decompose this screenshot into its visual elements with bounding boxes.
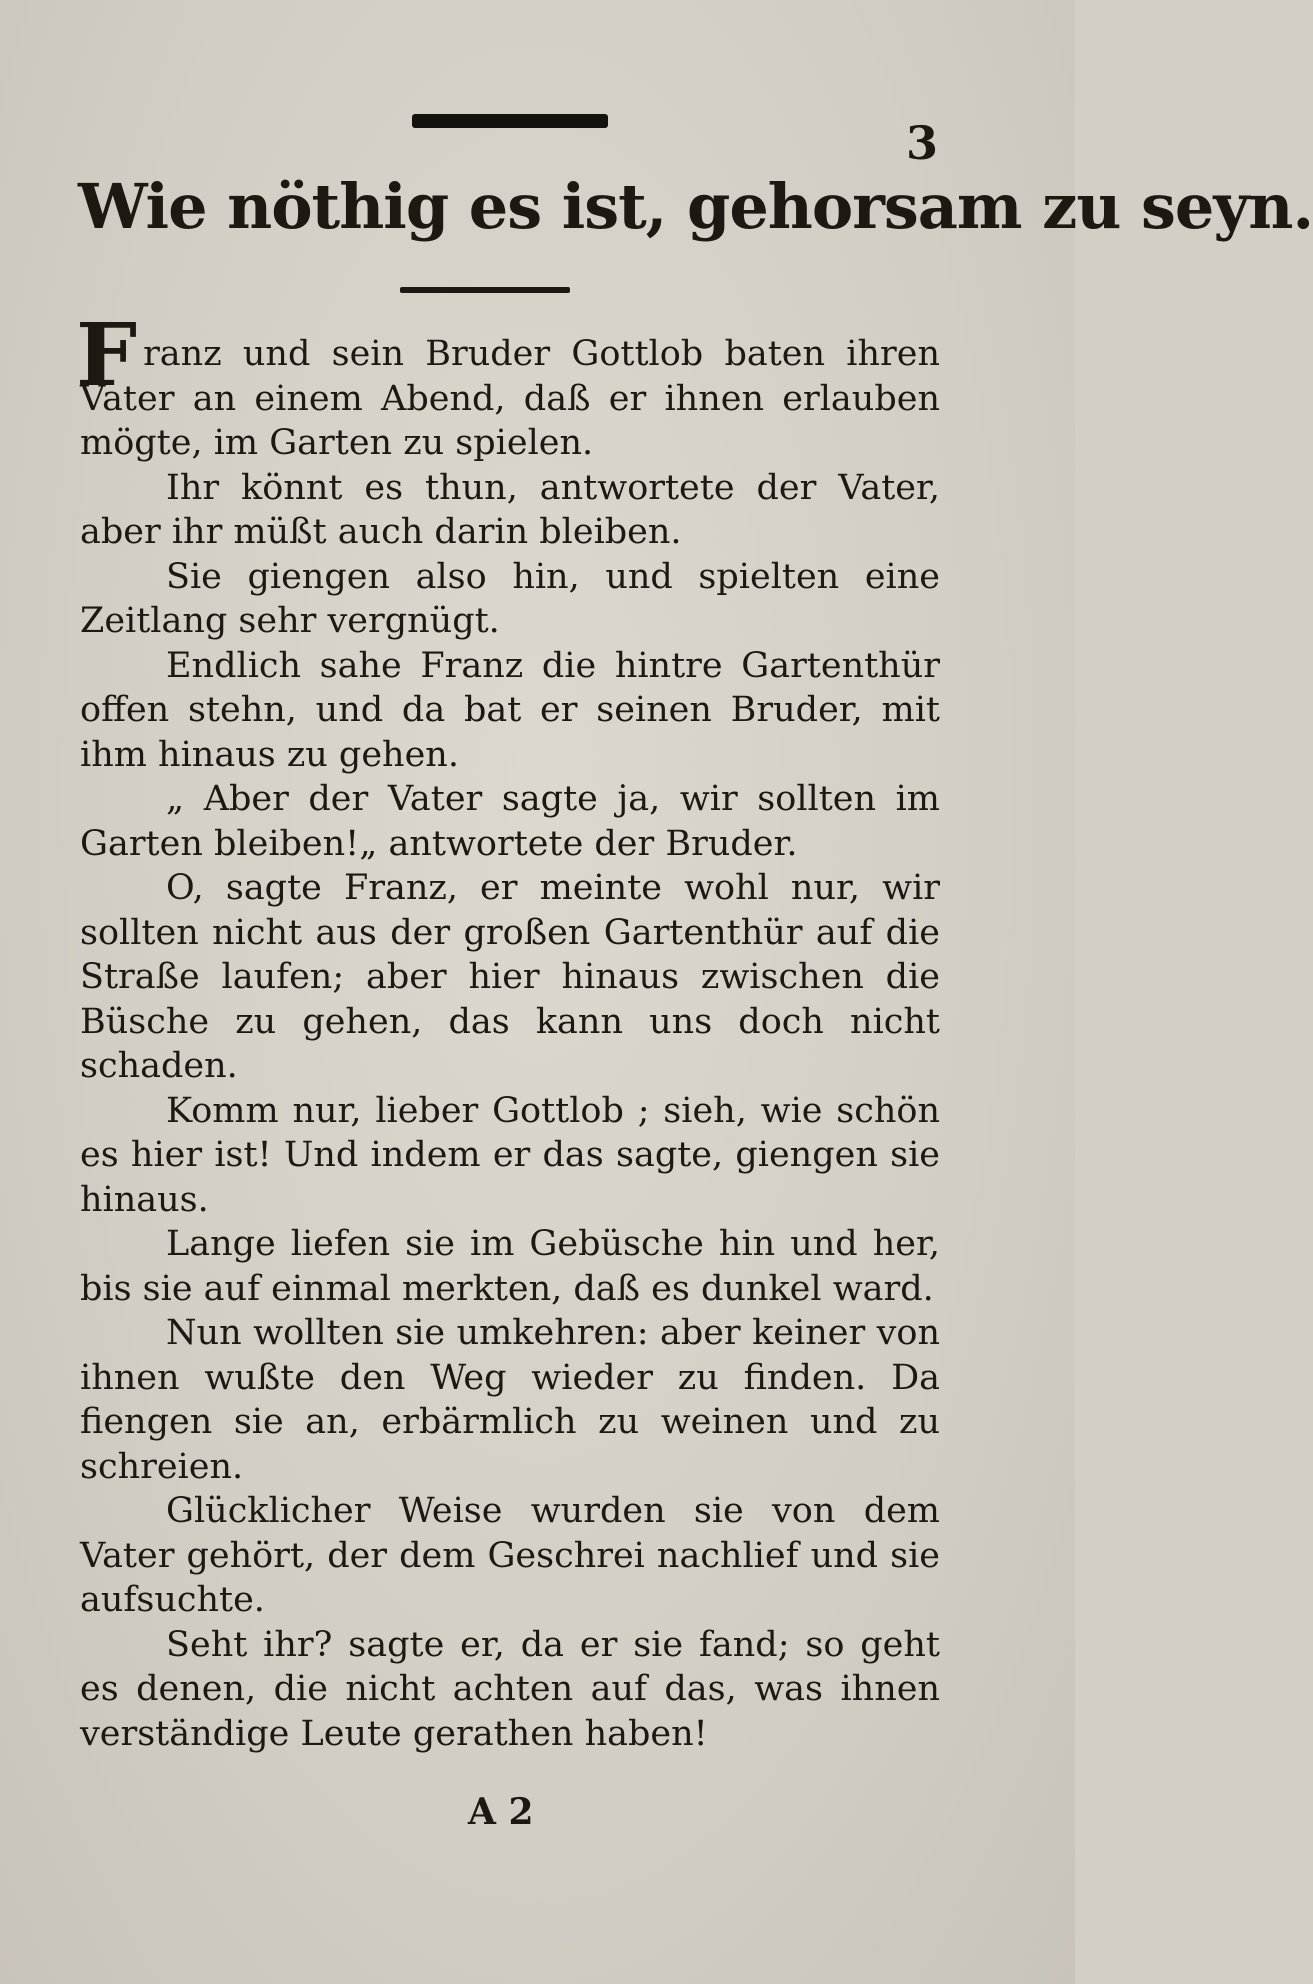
paragraph-1: Franz und sein Bruder Gottlob baten ihren Vater an einem Abend, daß er ihnen erlauben mögte, im Garten zu spielen. — [76, 305, 940, 463]
paragraph-2: Ihr könnt es thun, antwortete der Vater, aber ihr müßt auch darin bleiben. — [80, 467, 940, 552]
paragraph-7: Komm nur, lieber Gottlob ; sieh, wie schön es hier ist! Und indem er das sagte, giengen sie hinaus. — [80, 1090, 940, 1220]
paragraph-9: Nun wollten sie umkehren: aber keiner von ihnen wußte den Weg wieder zu finden. Da fiengen sie an, erbärmlich zu weinen und zu schreien. — [80, 1313, 940, 1487]
page-number: 3 — [906, 116, 939, 170]
paragraph-8: Lange liefen sie im Gebüsche hin und her, bis sie auf einmal merkten, daß es dunkel ward. — [80, 1224, 940, 1309]
body-text — [76, 305, 940, 1756]
paragraph-5: „ Aber der Vater sagte ja, wir sollten im Garten bleiben!„ antwortete der Bruder. — [80, 779, 940, 864]
paragraph-4: Endlich sahe Franz die hintre Gartenthür offen stehn, und da bat er seinen Bruder, mit ihm hinaus zu gehen. — [80, 645, 940, 775]
paragraph-10: Glücklicher Weise wurden sie von dem Vater gehört, der dem Geschrei nachlief und sie aufsuchte. — [80, 1491, 940, 1620]
paragraph-11: Seht ihr? sagte er, da er sie fand; so geht es denen, die nicht achten auf das, was ihnen verständige Leute gerathen haben! — [80, 1624, 940, 1754]
drop-cap: F — [76, 305, 138, 406]
paragraph-3: Sie giengen also hin, und spielten eine Zeitlang sehr vergnügt. — [80, 556, 940, 641]
header-ornament-rule — [412, 114, 608, 128]
title-divider — [400, 287, 570, 293]
signature-mark: A 2 — [468, 1791, 534, 1833]
chapter-title: Wie nöthig es ist, gehorsam zu seyn. — [78, 170, 1313, 243]
paragraph-6: O, sagte Franz, er meinte wohl nur, wir sollten nicht aus der großen Gartenthür auf die Straße laufen; aber hier hinaus zwischen die Büsche zu gehen, das kann uns doch nicht schaden. — [80, 868, 940, 1086]
